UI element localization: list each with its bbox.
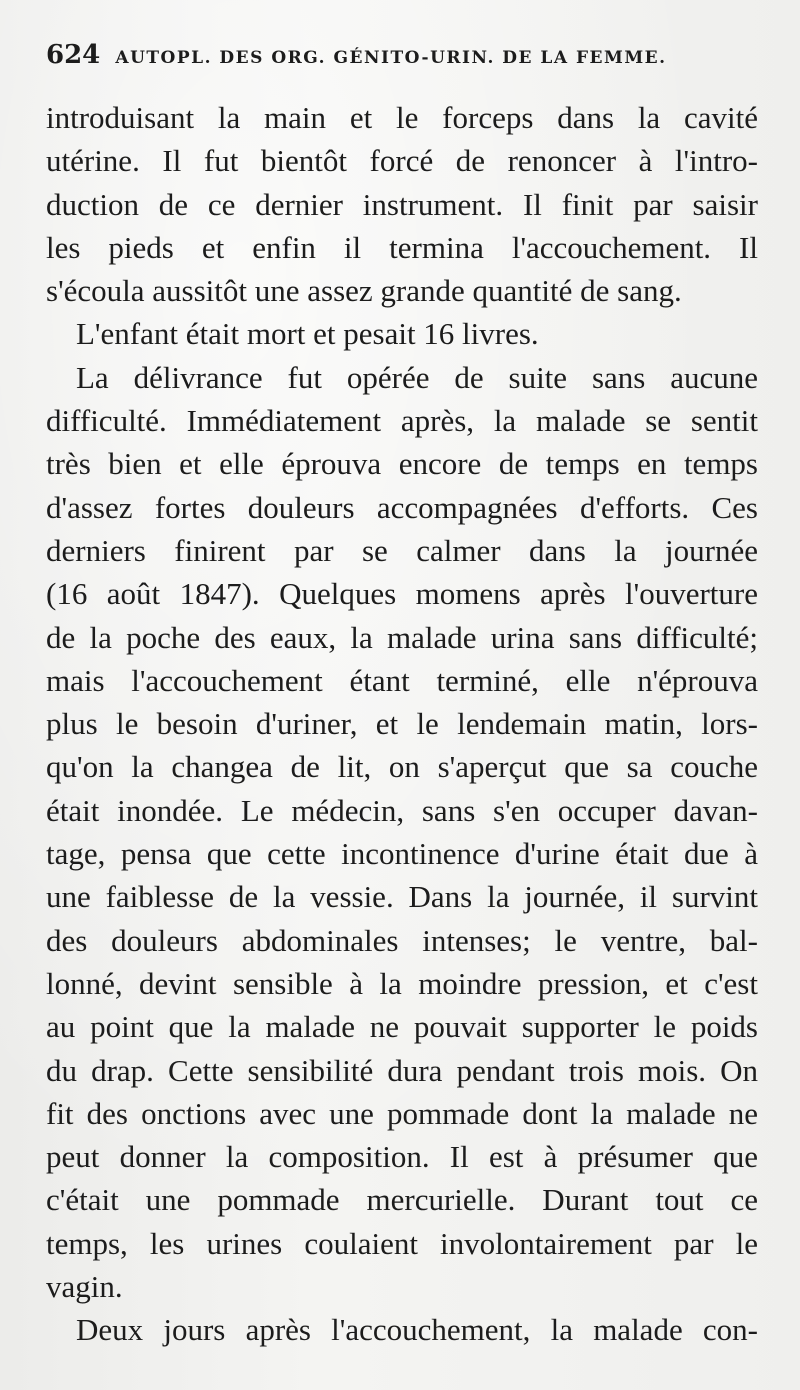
text-line: qu'on la changea de lit, on s'aperçut que sa couche: [46, 749, 758, 785]
text-line: très bien et elle éprouva encore de temps en temps: [46, 446, 758, 482]
text-line: tage, pensa que cette incontinence d'urine était due à: [46, 836, 758, 872]
text-line: temps, les urines coulaient involontairement par le: [46, 1225, 758, 1261]
text-line: c'était une pommade mercurielle. Durant tout ce: [46, 1182, 758, 1218]
text-line: duction de ce dernier instrument. Il finit par saisir: [46, 186, 758, 222]
text-line: utérine. Il fut bientôt forcé de renoncer à l'intro-: [46, 143, 758, 179]
text-line: s'écoula aussitôt une assez grande quantité de sang.: [46, 273, 682, 309]
text-line: de la poche des eaux, la malade urina sans difficulté;: [46, 619, 758, 655]
text-line: introduisant la main et le forceps dans la cavité: [46, 100, 758, 135]
text-line: difficulté. Immédiatement après, la malade se sentit: [46, 403, 758, 439]
text-line: mais l'accouchement étant terminé, elle n'éprouva: [46, 662, 758, 698]
body-text: [46, 96, 758, 1352]
text-line: La délivrance fut opérée de suite sans aucune: [76, 359, 758, 395]
text-line: (16 août 1847). Quelques momens après l'ouverture: [46, 576, 758, 612]
text-line: vagin.: [46, 1269, 123, 1305]
text-line: Deux jours après l'accouchement, la malade con-: [76, 1312, 758, 1348]
text-line: fit des onctions avec une pommade dont la malade ne: [46, 1095, 758, 1131]
text-line: L'enfant était mort et pesait 16 livres.: [76, 316, 539, 352]
text-line: des douleurs abdominales intenses; le ventre, bal-: [46, 922, 758, 958]
text-line: les pieds et enfin il termina l'accouchement. Il: [46, 229, 758, 265]
text-line: du drap. Cette sensibilité dura pendant trois mois. On: [46, 1052, 758, 1088]
text-line: une faiblesse de la vessie. Dans la journée, il survint: [46, 879, 758, 915]
text-line: peut donner la composition. Il est à présumer que: [46, 1139, 758, 1175]
running-head: AUTOPL. DES ORG. GÉNITO-URIN. DE LA FEMME.: [115, 48, 667, 68]
text-line: était inondée. Le médecin, sans s'en occuper davan-: [46, 792, 758, 828]
text-line: au point que la malade ne pouvait supporter le poids: [46, 1009, 758, 1045]
page-header: [46, 40, 766, 76]
text-line: d'assez fortes douleurs accompagnées d'efforts. Ces: [46, 489, 758, 525]
text-line: plus le besoin d'uriner, et le lendemain matin, lors-: [46, 706, 758, 742]
text-line: lonné, devint sensible à la moindre pression, et c'est: [46, 965, 758, 1001]
text-line: derniers finirent par se calmer dans la journée: [46, 532, 758, 568]
page-number: 624: [46, 40, 101, 70]
